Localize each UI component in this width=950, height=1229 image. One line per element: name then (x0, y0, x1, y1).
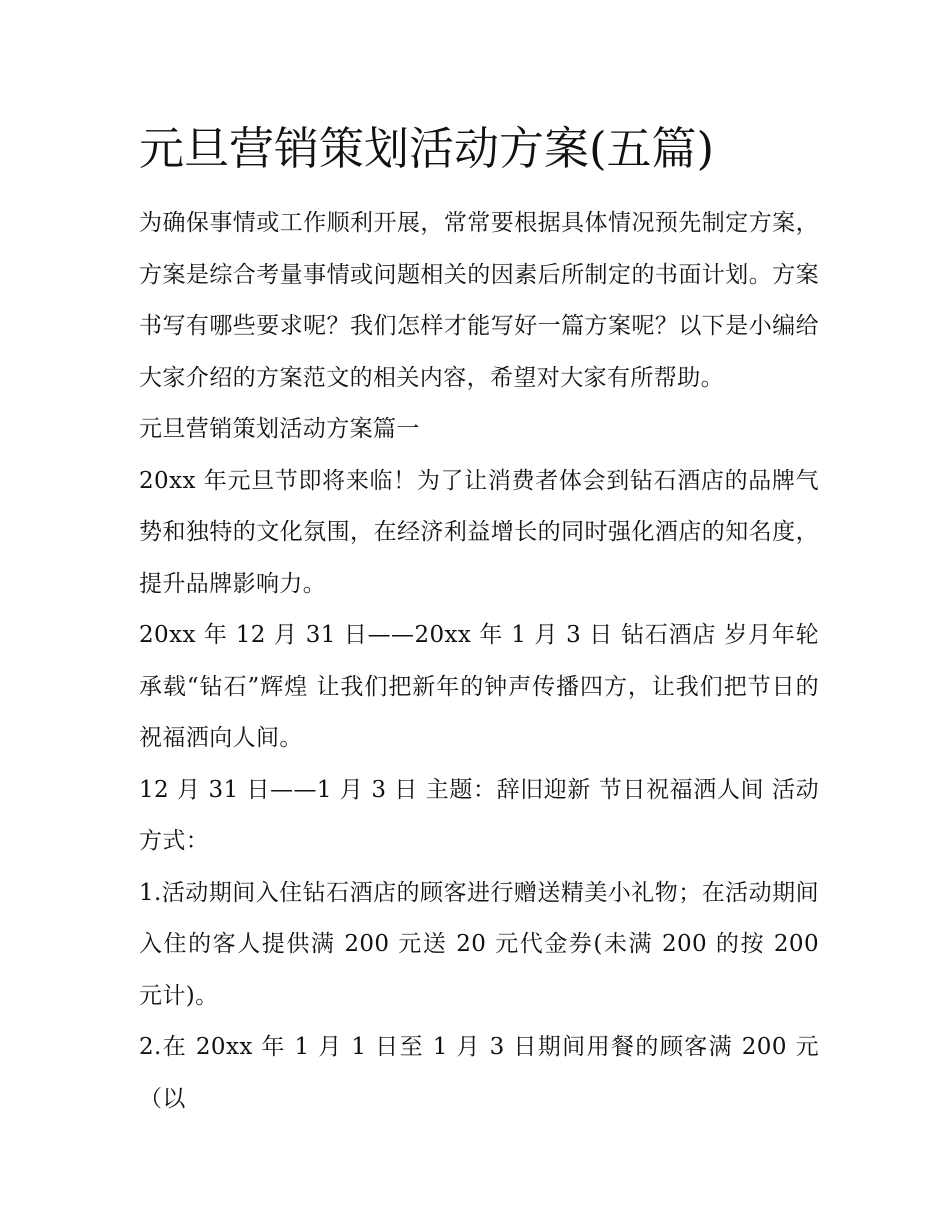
body-paragraph: 20xx 年元旦节即将来临！为了让消费者体会到钻石酒店的品牌气势和独特的文化氛围，在经济利益增长的同时强化酒店的知名度，提升品牌影响力。 (139, 467, 819, 597)
paragraph-list (139, 198, 819, 1125)
list-item-1: 1.活动期间入住钻石酒店的顾客进行赠送精美小礼物；在活动期间入住的客人提供满 200 元送 20 元代金券(未满 200 的按 200 元计)。 (139, 879, 819, 1009)
intro-paragraph: 为确保事情或工作顺利开展，常常要根据具体情况预先制定方案，方案是综合考量事情或问题相关的因素后所制定的书面计划。方案书写有哪些要求呢？我们怎样才能写好一篇方案呢？以下是小编给大家介绍的方案范文的相关内容，希望对大家有所帮助。 (139, 210, 819, 391)
document-body (139, 118, 819, 1125)
document-title: 元旦营销策划活动方案(五篇) (139, 122, 715, 175)
body-paragraph: 12 月 31 日——1 月 3 日 主题：辞旧迎新 节日祝福洒人间 活动方式： (139, 776, 819, 854)
body-paragraph: 20xx 年 12 月 31 日——20xx 年 1 月 3 日 钻石酒店 岁月年轮 承载“钻石”辉煌 让我们把新年的钟声传播四方，让我们把节日的祝福洒向人间。 (139, 622, 819, 751)
list-item-2: 2.在 20xx 年 1 月 1 日至 1 月 3 日期间用餐的顾客满 200 元（以 (139, 1034, 819, 1112)
section-heading: 元旦营销策划活动方案篇一 (139, 416, 420, 442)
